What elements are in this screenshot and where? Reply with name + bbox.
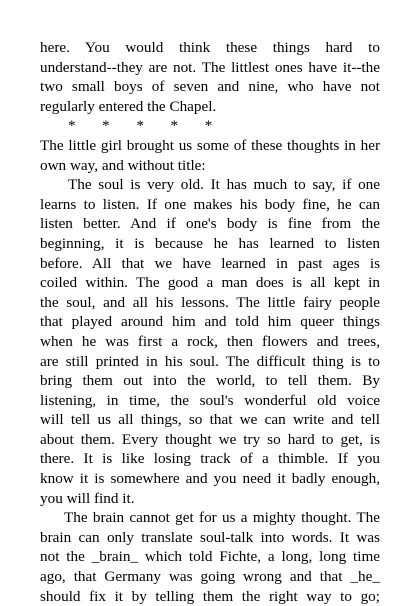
text-line: own way, and without title: [40,156,206,174]
text-line: know it is somewhere and you need it badly enough, [40,470,380,488]
text-line: before. All that we have learned in past ages is [40,254,380,272]
text-line: coiled within. The good a man does is all kept in [40,274,380,292]
text-line: about them. Every thought we try so hard to get, is [40,430,380,448]
text-line: bring them out into the world, to tell them. By [40,372,380,390]
text-line: there. It is like losing track of a thimble. If you [40,450,380,468]
text-line: are still printed in his soul. The difficult thing is to [40,352,380,370]
text-line: brain can only translate soul-talk into words. It was [40,528,380,546]
text-line: listening, in time, the soul's wonderful old voice [40,391,380,409]
document-page [40,38,380,606]
text-line: the soul, and all his lessons. The little fairy people [40,293,380,311]
text-line: two small boys of seven and nine, who have not [40,78,380,96]
text-line: that played around him and told him queer things [40,313,380,331]
text-line: understand--they are not. The littlest ones have it--the [40,58,380,76]
text-line: you will find it. [40,489,135,507]
text-line: should fix it by telling them the right way to go; [40,587,380,605]
text-line: learns to listen. If one makes his body fine, he can [40,195,380,213]
text-line: regularly entered the Chapel. [40,97,217,115]
text-line: * * * * * [68,117,213,135]
text-line: ago, that Germany was going wrong and that _he_ [40,568,380,586]
text-line: when he was first a rock, then flowers and trees, [40,332,380,350]
text-line: The soul is very old. It has much to say, if one [68,176,380,194]
text-line: The little girl brought us some of these thoughts in her [40,136,380,154]
text-line: beginning, it is because he has learned to listen [40,234,380,252]
text-line: The brain cannot get for us a mighty thought. The [64,509,380,527]
text-line: will tell us all things, so that we can write and tell [40,411,380,429]
text-line: not the _brain_ which told Fichte, a long, long time [40,548,380,566]
text-line: listen better. And if one's body is fine from the [40,215,380,233]
text-line: here. You would think these things hard to [40,39,380,56]
